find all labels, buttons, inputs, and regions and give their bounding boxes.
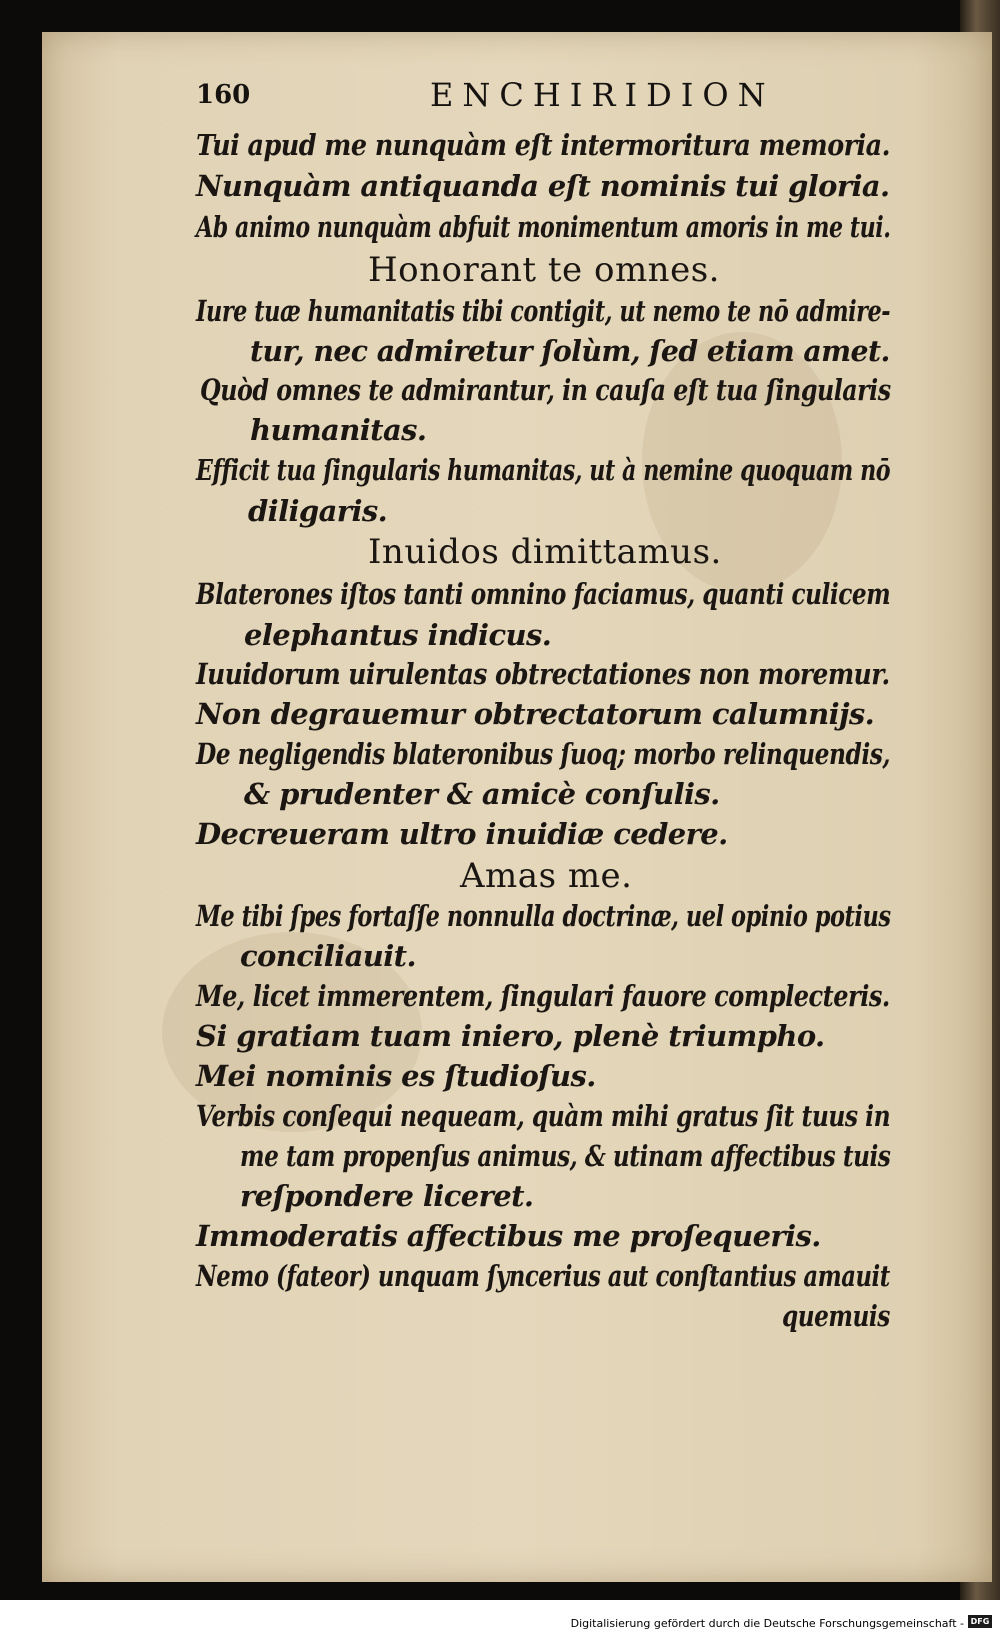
section-heading: Honorant te omnes.: [368, 250, 720, 290]
text-line: Nunquàm antiquanda eſt nominis tui gloria.: [196, 169, 890, 203]
text-line: Me tibi ſpes fortaſſe nonnulla doctrinæ, uel opinio potius: [196, 899, 891, 933]
text-line: Blaterones iſtos tanti omnino faciamus, quanti culicem: [196, 577, 891, 611]
text-line: diligaris.: [248, 494, 388, 528]
footer-credit: Digitalisierung gefördert durch die Deutsche Forschungsgemeinschaft -: [570, 1617, 964, 1630]
text-line: Nemo (fateor) unquam ſyncerius aut conſtantius amauit: [196, 1259, 890, 1293]
text-line: Ab animo nunquàm abfuit monimentum amoris in me tui.: [196, 210, 891, 244]
text-line: Si gratiam tuam iniero, plenè triumpho.: [196, 1019, 825, 1053]
text-line: & prudenter & amicè conſulis.: [244, 777, 720, 811]
text-line: Mei nominis es ſtudioſus.: [196, 1059, 596, 1093]
text-line: elephantus indicus.: [244, 618, 552, 652]
section-heading: Amas me.: [460, 856, 633, 896]
text-line: conciliauit.: [240, 939, 416, 973]
page-number: 160: [196, 80, 251, 110]
text-line: reſpondere liceret.: [240, 1179, 534, 1213]
text-line: humanitas.: [250, 413, 427, 447]
text-line: Non degrauemur obtrectatorum calumnijs.: [196, 697, 875, 731]
text-line: Efficit tua ſingularis humanitas, ut à nemine quoquam nō: [196, 453, 891, 487]
text-line: Me, licet immerentem, ſingulari fauore complecteris.: [196, 979, 890, 1013]
running-head: ENCHIRIDION: [430, 76, 775, 114]
text-line: tur, nec admiretur ſolùm, ſed etiam amet.: [250, 334, 890, 368]
text-line: Quòd omnes te admirantur, in cauſa eſt tua ſingularis: [200, 373, 891, 407]
text-line: Verbis conſequi nequeam, quàm mihi gratus ſit tuus in: [196, 1099, 891, 1133]
text-line: Decreueram ultro inuidiæ cedere.: [196, 817, 728, 851]
catchword: quemuis: [782, 1299, 890, 1333]
text-line: De negligendis blateronibus ſuoq; morbo relinquendis,: [196, 737, 891, 771]
text-line: me tam propenſus animus, & utinam affectibus tuis: [240, 1139, 891, 1173]
text-line: Iuuidorum uirulentas obtrectationes non moremur.: [196, 657, 890, 691]
text-line: Tui apud me nunquàm eſt intermoritura memoria.: [196, 128, 890, 162]
text-line: Iure tuæ humanitatis tibi contigit, ut nemo te nō admire-: [196, 294, 891, 328]
dfg-logo: DFG: [968, 1615, 992, 1628]
text-line: Immoderatis affectibus me proſequeris.: [196, 1219, 821, 1253]
section-heading: Inuidos dimittamus.: [368, 532, 722, 572]
